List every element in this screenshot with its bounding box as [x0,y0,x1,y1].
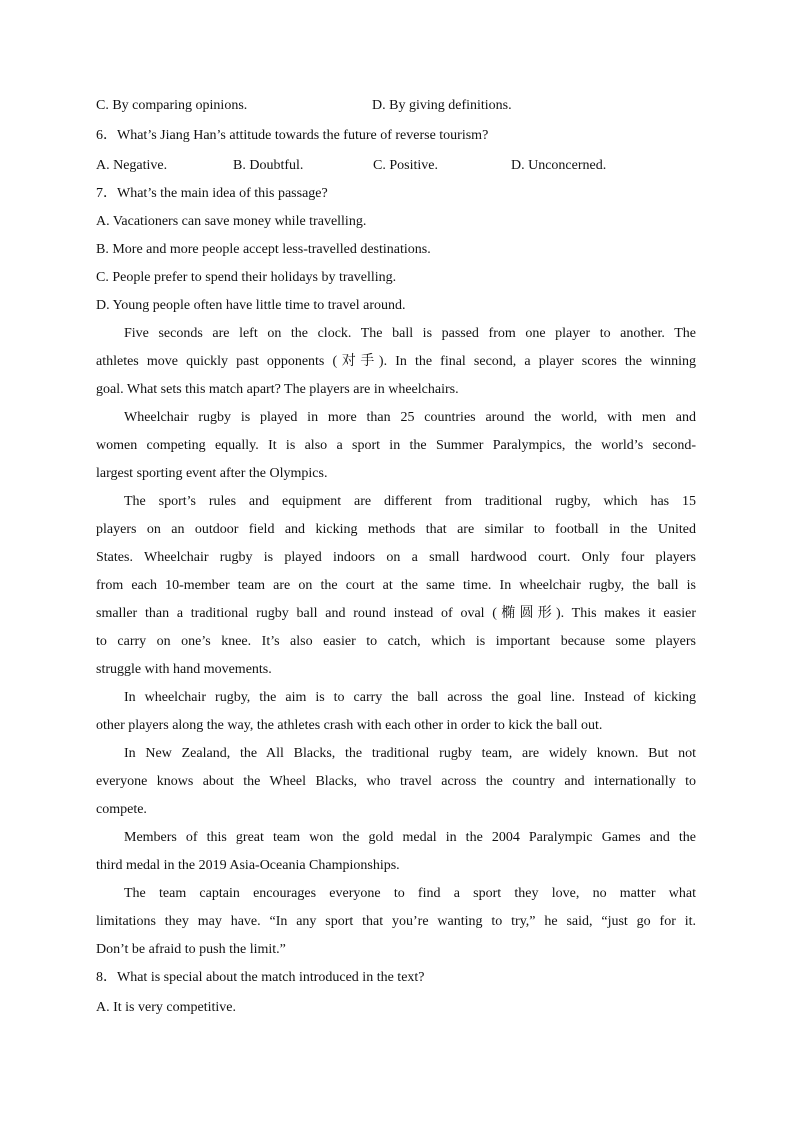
passage-line: compete. [96,802,147,817]
reading-passage [96,320,696,964]
q6-option-b: B. Doubtful. [233,158,304,173]
passage-line: players on an outdoor field and kicking methods that are similar to football in the United [96,522,696,537]
q7-stem: 7．What’s the main idea of this passage? [96,186,328,201]
passage-line: In New Zealand, the All Blacks, the traditional rugby team, are widely known. But not [124,746,696,761]
passage-line: goal. What sets this match apart? The players are in wheelchairs. [96,382,459,397]
passage-line: Wheelchair rugby is played in more than 25 countries around the world, with men and [124,410,696,425]
q6-option-d: D. Unconcerned. [511,158,607,173]
passage-line: limitations they may have. “In any sport that you’re wanting to try,” he said, “just go for it. [96,914,696,929]
exam-page [96,92,696,1022]
passage-paragraph [96,488,696,684]
passage-line: Don’t be afraid to push the limit.” [96,942,286,957]
q5-options-row [96,92,696,120]
q7-option-b: B. More and more people accept less-travelled destinations. [96,242,431,257]
passage-line: The sport’s rules and equipment are different from traditional rugby, which has 15 [124,494,696,509]
q7-option-c: C. People prefer to spend their holidays by travelling. [96,270,397,285]
q5-option-c: C. By comparing opinions. [96,98,248,113]
q6-options-row [96,152,696,180]
passage-line: The team captain encourages everyone to find a sport they love, no matter what [124,886,696,901]
passage-paragraph [96,684,696,740]
q8-stem: 8．What is special about the match introduced in the text? [96,970,425,985]
passage-line: In wheelchair rugby, the aim is to carry the ball across the goal line. Instead of kicking [124,690,696,705]
passage-line: athletes move quickly past opponents (对手). In the final second, a player scores the winning [96,354,696,369]
q6-option-c: C. Positive. [373,158,438,173]
passage-line: women competing equally. It is also a sport in the Summer Paralympics, the world’s second- [96,438,696,453]
passage-line: other players along the way, the athletes crash with each other in order to kick the ball out. [96,718,603,733]
passage-paragraph [96,880,696,964]
passage-paragraph [96,320,696,404]
passage-paragraph [96,740,696,824]
passage-line: everyone knows about the Wheel Blacks, who travel across the country and internationally to [96,774,696,789]
passage-line: Five seconds are left on the clock. The ball is passed from one player to another. The [124,326,696,341]
passage-line: third medal in the 2019 Asia-Oceania Championships. [96,858,400,873]
passage-paragraph [96,404,696,488]
q8-option-a: A. It is very competitive. [96,1000,236,1015]
passage-line: States. Wheelchair rugby is played indoors on a small hardwood court. Only four players [96,550,696,565]
passage-line: struggle with hand movements. [96,662,272,677]
passage-line: to carry on one’s knee. It’s also easier to catch, which is important because some players [96,634,696,649]
passage-line: Members of this great team won the gold medal in the 2004 Paralympic Games and the [124,830,696,845]
passage-line: from each 10-member team are on the court at the same time. In wheelchair rugby, the ball is [96,578,696,593]
passage-line: largest sporting event after the Olympics. [96,466,328,481]
q5-option-d: D. By giving definitions. [372,98,512,113]
q7-option-a: A. Vacationers can save money while travelling. [96,214,367,229]
q6-option-a: A. Negative. [96,158,168,173]
passage-paragraph [96,824,696,880]
q6-stem: 6．What’s Jiang Han’s attitude towards the future of reverse tourism? [96,128,489,143]
passage-line: smaller than a traditional rugby ball and round instead of oval (椭圆形). This makes it easier [96,606,696,621]
q7-option-d: D. Young people often have little time to travel around. [96,298,406,313]
